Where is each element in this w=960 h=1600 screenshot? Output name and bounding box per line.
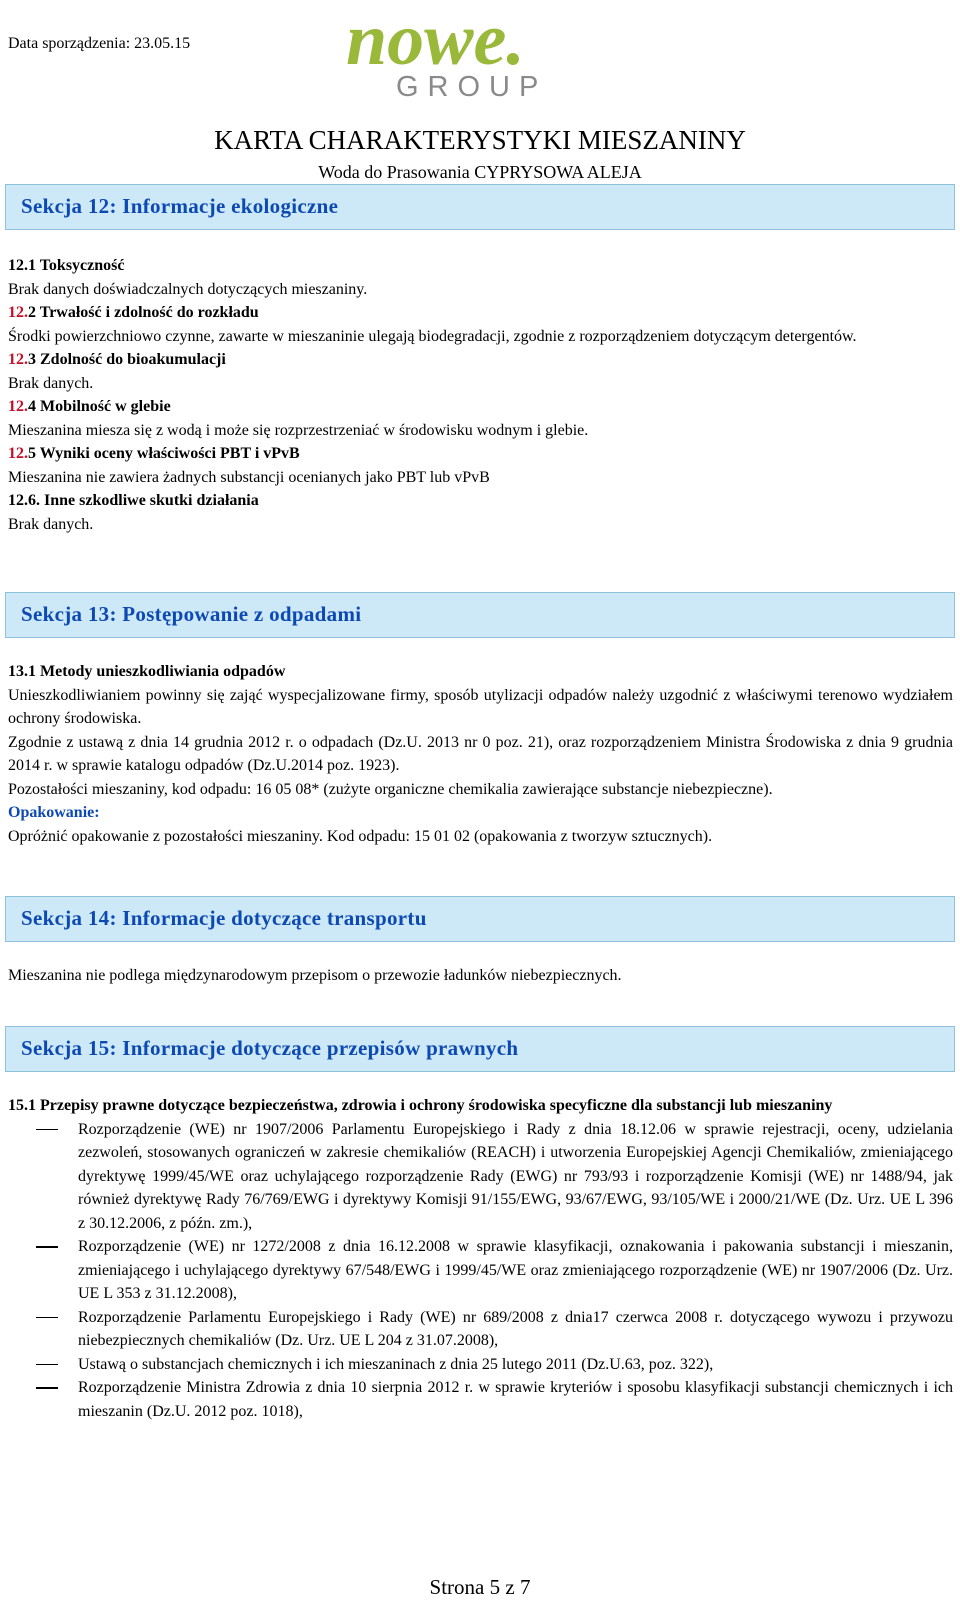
dash-bullet: [36, 1364, 58, 1366]
heading-12-2: 2 Trwałość i zdolność do rozkładu: [28, 304, 259, 321]
section-14-body: [8, 964, 953, 988]
heading-12-5: 5 Wyniki oceny właściwości PBT i vPvB: [28, 445, 300, 462]
document-title: KARTA CHARAKTERYSTYKI MIESZANINY: [214, 125, 746, 155]
section-13-body: [8, 660, 953, 848]
heading-15-1: 1 Przepisy prawne dotyczące bezpieczeństwa, zdrowia i ochrony środowiska specyficzne dla substancji lub mieszaniny: [28, 1097, 833, 1114]
list-item: [8, 1306, 953, 1353]
text-12-6: Brak danych.: [8, 515, 94, 533]
section-15-body: [8, 1094, 953, 1423]
dash-bullet: [36, 1246, 58, 1248]
dash-bullet: [36, 1317, 58, 1319]
logo-sub: GROUP: [396, 71, 548, 100]
heading-12-3-num: 12.: [8, 351, 28, 368]
product-name: Woda do Prasowania CYPRYSOWA ALEJA: [318, 162, 642, 182]
list-item-text: Rozporządzenie Parlamentu Europejskiego i Rady (WE) nr 689/2008 z dnia17 czerwca 2008 r. dotyczącego wywozu i przywozu niebezpiecznych chemikaliów (Dz. Urz. UE L 204 z 31.07.2008),: [78, 1308, 953, 1349]
logo-graphic: [338, 0, 598, 100]
list-item-text: Rozporządzenie Ministra Zdrowia z dnia 10 sierpnia 2012 r. w sprawie kryteriów i sposobu klasyfikacji substancji chemicznych i ich mieszanin (Dz.U. 2012 poz. 1018),: [78, 1379, 953, 1420]
list-item-text: Ustawą o substancjach chemicznych i ich mieszaninach z dnia 25 lutego 2011 (Dz.U.63, poz. 322),: [78, 1355, 714, 1373]
section-15-header: [5, 1026, 955, 1072]
dash-bullet: [36, 1129, 58, 1131]
text-12-2: Środki powierzchniowo czynne, zawarte w mieszaninie ulegają biodegradacji, zgodnie z rozporządzeniem dotyczącym detergentów.: [8, 327, 857, 345]
section-13-header: [5, 592, 955, 638]
text-13-4: Opróżnić opakowanie z pozostałości mieszaniny. Kod odpadu: 15 01 02 (opakowania z tworzyw sztucznych).: [8, 827, 713, 845]
heading-13-1-num: 13.: [8, 663, 28, 680]
text-13-3: Pozostałości mieszaniny, kod odpadu: 16 05 08* (zużyte organiczne chemikalia zawierające substancje niebezpieczne).: [8, 780, 773, 798]
heading-12-1-num: 12.: [8, 257, 28, 274]
heading-12-3: 3 Zdolność do bioakumulacji: [28, 351, 226, 368]
heading-12-4: 4 Mobilność w glebie: [28, 398, 171, 415]
section-14-header: [5, 896, 955, 942]
text-12-1: Brak danych doświadczalnych dotyczących mieszaniny.: [8, 280, 368, 298]
text-12-3: Brak danych.: [8, 374, 94, 392]
heading-12-6: 12.6. Inne szkodliwe skutki działania: [8, 492, 259, 509]
heading-12-5-num: 12.: [8, 445, 28, 462]
heading-12-1: 1 Toksyczność: [28, 257, 125, 274]
list-item: [8, 1353, 953, 1377]
text-12-4: Mieszanina miesza się z wodą i może się rozprzestrzeniać w środowisku wodnym i glebie.: [8, 421, 589, 439]
list-item: [8, 1235, 953, 1306]
heading-15-1-num: 15.: [8, 1097, 28, 1114]
list-item: [8, 1118, 953, 1236]
packaging-label: Opakowanie:: [8, 804, 100, 821]
company-logo: [338, 0, 598, 100]
list-item-text: Rozporządzenie (WE) nr 1272/2008 z dnia 16.12.2008 w sprawie klasyfikacji, oznakowania i pakowania substancji i mieszanin, zmieniającego i uchylającego dyrektywy 67/548/EWG i 1999/45/WE oraz zmieniającego rozporządzenie (WE) nr 1907/2006 (Dz. Urz. UE L 353 z 31.12.2008),: [78, 1238, 953, 1302]
dash-bullet: [36, 1387, 58, 1389]
section-14-title: Sekcja 14: Informacje dotyczące transportu: [21, 906, 427, 931]
section-15-title: Sekcja 15: Informacje dotyczące przepisów prawnych: [21, 1036, 519, 1061]
section-12-header: [5, 184, 955, 230]
heading-12-2-num: 12.: [8, 304, 28, 321]
creation-date: Data sporządzenia: 23.05.15: [8, 35, 191, 52]
text-13-2: Zgodnie z ustawą z dnia 14 grudnia 2012 r. o odpadach (Dz.U. 2013 nr 0 poz. 21), oraz rozporządzeniem Ministra Środowiska z dnia 9 grudnia 2014 r. w sprawie katalogu odpadów (Dz.U.2014 poz. 1923).: [8, 733, 953, 774]
text-12-5: Mieszanina nie zawiera żadnych substancji ocenianych jako PBT lub vPvB: [8, 468, 490, 486]
regulations-list: [8, 1118, 953, 1424]
text-14-1: Mieszanina nie podlega międzynarodowym przepisom o przewozie ładunków niebezpiecznych.: [8, 967, 622, 984]
section-12-body: [8, 254, 953, 536]
heading-12-4-num: 12.: [8, 398, 28, 415]
list-item: [8, 1376, 953, 1423]
section-12-title: Sekcja 12: Informacje ekologiczne: [21, 194, 339, 219]
page-number: Strona 5 z 7: [429, 1575, 531, 1599]
section-13-title: Sekcja 13: Postępowanie z odpadami: [21, 602, 362, 627]
heading-13-1: 1 Metody unieszkodliwiania odpadów: [28, 663, 286, 680]
text-13-1: Unieszkodliwianiem powinny się zająć wyspecjalizowane firmy, sposób utylizacji odpadów należy uzgodnić z właściwymi terenowo wydziałem ochrony środowiska.: [8, 686, 953, 727]
list-item-text: Rozporządzenie (WE) nr 1907/2006 Parlamentu Europejskiego i Rady z dnia 18.12.06 w sprawie rejestracji, oceny, udzielania zezwoleń, stosowanych ograniczeń w zakresie chemikaliów (REACH) i utworzenia Europejskiej Agencji Chemikaliów, zmieniającego dyrektywę 1999/45/WE oraz uchylającego rozporządzenie Rady (EWG) nr 793/93 i rozporządzenie Komisji (WE) nr 1488/94, jak również dyrektywę Rady 76/769/EWG i dyrektywy Komisji 91/155/EWG, 93/67/EWG, 93/105/WE i 2000/21/WE (Dz. Urz. UE L 396 z 30.12.2006, z późn. zm.),: [78, 1120, 953, 1232]
logo-word: nowe.: [346, 0, 525, 81]
